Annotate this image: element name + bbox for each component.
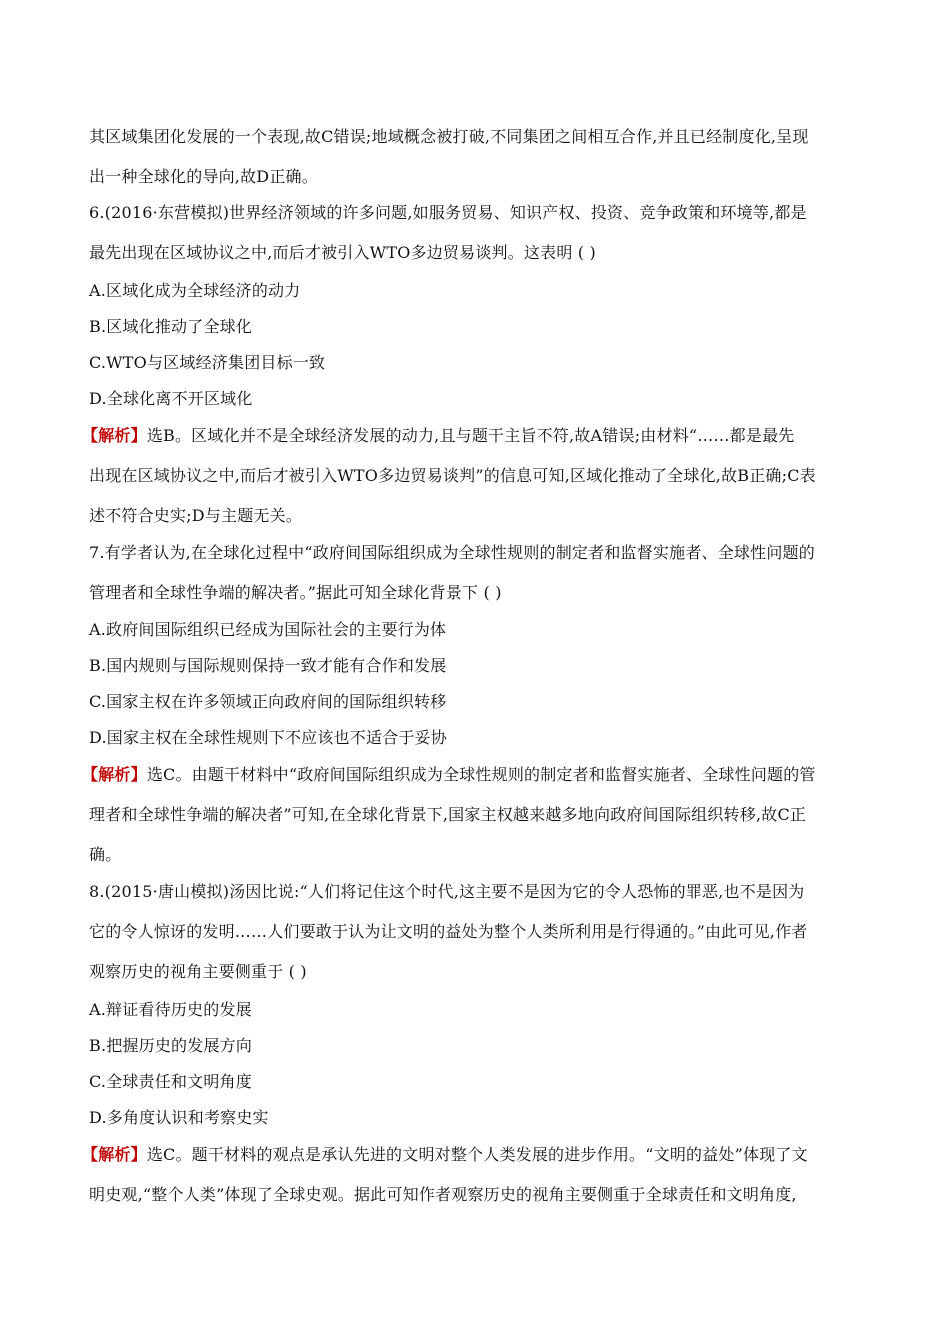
question-7-stem: 管理者和全球性争端的解决者。”据此可知全球化背景下 ( ) [89,583,502,602]
question-6-stem: 最先出现在区域协议之中,而后才被引入WTO多边贸易谈判。这表明 ( ) [89,243,596,262]
text-line: 其区域集团化发展的一个表现,故C错误;地域概念被打破,不同集团之间相互合作,并且已经制度化,呈现 [89,127,809,146]
analysis-line: 确。 [89,845,122,864]
question-8-stem: 观察历史的视角主要侧重于 ( ) [89,962,307,981]
question-6-stem: 6.(2016·东营模拟)世界经济领域的许多问题,如服务贸易、知识产权、投资、竞争政策和环境等,都是 [89,203,807,222]
analysis-line: 明史观,“整个人类”体现了全球史观。据此可知作者观察历史的视角主要侧重于全球责任和文明角度, [89,1185,797,1204]
option-a: A.区域化成为全球经济的动力 [89,281,301,300]
analysis-line: 【解析】选C。题干材料的观点是承认先进的文明对整个人类发展的进步作用。“文明的益处”体现了文 [82,1145,808,1164]
analysis-tag: 【解析】 [82,765,147,784]
option-d: D.全球化离不开区域化 [89,389,253,408]
option-a: A.政府间国际组织已经成为国际社会的主要行为体 [89,620,447,639]
analysis-tag: 【解析】 [82,426,147,445]
option-d: D.多角度认识和考察史实 [89,1108,269,1127]
analysis-line: 理者和全球性争端的解决者”可知,在全球化背景下,国家主权越来越多地向政府间国际组织转移,故C正 [89,805,807,824]
option-d: D.国家主权在全球性规则下不应该也不适合于妥协 [89,728,447,747]
option-a: A.辩证看待历史的发展 [89,1000,252,1019]
question-7-stem: 7.有学者认为,在全球化过程中“政府间国际组织成为全球性规则的制定者和监督实施者、全球性问题的 [89,543,815,562]
option-c: C.国家主权在许多领域正向政府间的国际组织转移 [89,692,447,711]
text-line: 出一种全球化的导向,故D正确。 [89,167,318,186]
option-c: C.全球责任和文明角度 [89,1072,252,1091]
analysis-tag: 【解析】 [82,1145,147,1164]
option-c: C.WTO与区域经济集团目标一致 [89,353,326,372]
option-b: B.国内规则与国际规则保持一致才能有合作和发展 [89,656,447,675]
analysis-line: 述不符合史实;D与主题无关。 [89,506,303,525]
option-b: B.把握历史的发展方向 [89,1036,253,1055]
analysis-line: 出现在区域协议之中,而后才被引入WTO多边贸易谈判”的信息可知,区域化推动了全球化,故B正确;C表 [89,466,816,485]
question-8-stem: 8.(2015·唐山模拟)汤因比说:“人们将记住这个时代,这主要不是因为它的令人恐怖的罪恶,也不是因为 [89,882,805,901]
question-8-stem: 它的令人惊讶的发明……人们要敢于认为让文明的益处为整个人类所利用是行得通的。”由此可见,作者 [89,922,808,941]
analysis-line: 【解析】选C。由题干材料中“政府间国际组织成为全球性规则的制定者和监督实施者、全球性问题的管 [82,765,816,784]
analysis-line: 【解析】选B。区域化并不是全球经济发展的动力,且与题干主旨不符,故A错误;由材料“……都是最先 [82,426,795,445]
option-b: B.区域化推动了全球化 [89,317,253,336]
